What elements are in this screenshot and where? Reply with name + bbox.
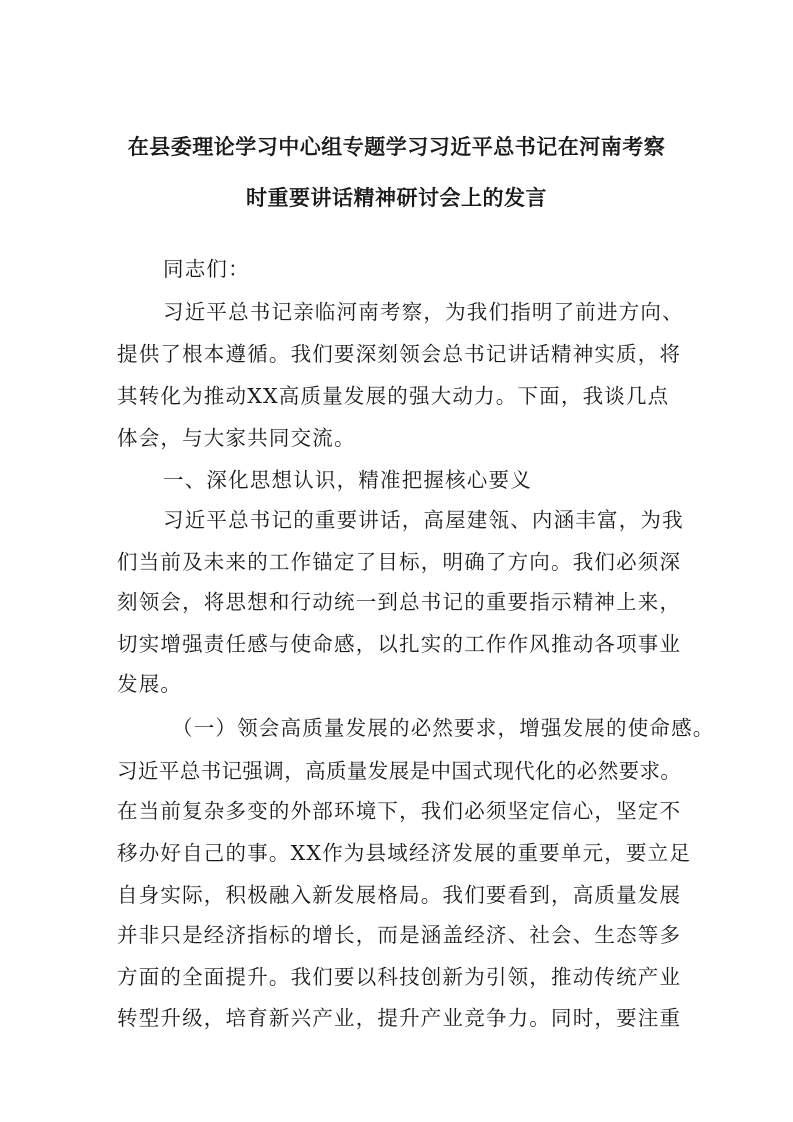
intro-line-1: 习近平总书记亲临河南考察，为我们指明了前进方向、: [163, 300, 684, 324]
section-1-line-1: 习近平总书记的重要讲话，高屋建瓴、内涵丰富，为我: [163, 508, 684, 532]
subsection-1-line-2: 在当前复杂多变的外部环境下，我们必须坚定信心，坚定不: [117, 799, 682, 823]
section-1-heading: 一、深化思想认识，精准把握核心要义: [163, 468, 532, 492]
subsection-1-line-1: 习近平总书记强调，高质量发展是中国式现代化的必然要求。: [117, 759, 682, 783]
intro-line-2: 提供了根本遵循。我们要深刻领会总书记讲话精神实质，将: [117, 342, 682, 366]
subsection-1-line-4: 自身实际，积极融入新发展格局。我们要看到，高质量发展: [117, 883, 682, 907]
section-1-line-3: 刻领会，将思想和行动统一到总书记的重要指示精神上来，: [117, 590, 682, 614]
section-1-line-5: 发展。: [117, 672, 183, 696]
intro-line-3: 其转化为推动XX高质量发展的强大动力。下面，我谈几点: [117, 384, 670, 408]
title-line-1: 在县委理论学习中心组专题学习习近平总书记在河南考察: [127, 134, 666, 159]
subsection-1-line-6: 方面的全面提升。我们要以科技创新为引领，推动传统产业: [117, 965, 682, 989]
salutation: 同志们：: [163, 257, 250, 281]
subsection-1-heading: （一）领会高质量发展的必然要求，增强发展的使命感。: [172, 716, 715, 740]
title-line-2: 时重要讲话精神研讨会上的发言: [246, 185, 547, 210]
section-1-line-4: 切实增强责任感与使命感，以扎实的工作作风推动各项事业: [117, 632, 682, 656]
subsection-1-line-7: 转型升级，培育新兴产业，提升产业竞争力。同时，要注重: [117, 1006, 682, 1030]
section-1-line-2: 们当前及未来的工作锚定了目标，明确了方向。我们必须深: [117, 550, 682, 574]
subsection-1-line-5: 并非只是经济指标的增长，而是涵盖经济、社会、生态等多: [117, 923, 682, 947]
subsection-1-line-3: 移办好自己的事。XX作为县域经济发展的重要单元，要立足: [117, 841, 692, 865]
intro-line-4: 体会，与大家共同交流。: [117, 426, 356, 450]
